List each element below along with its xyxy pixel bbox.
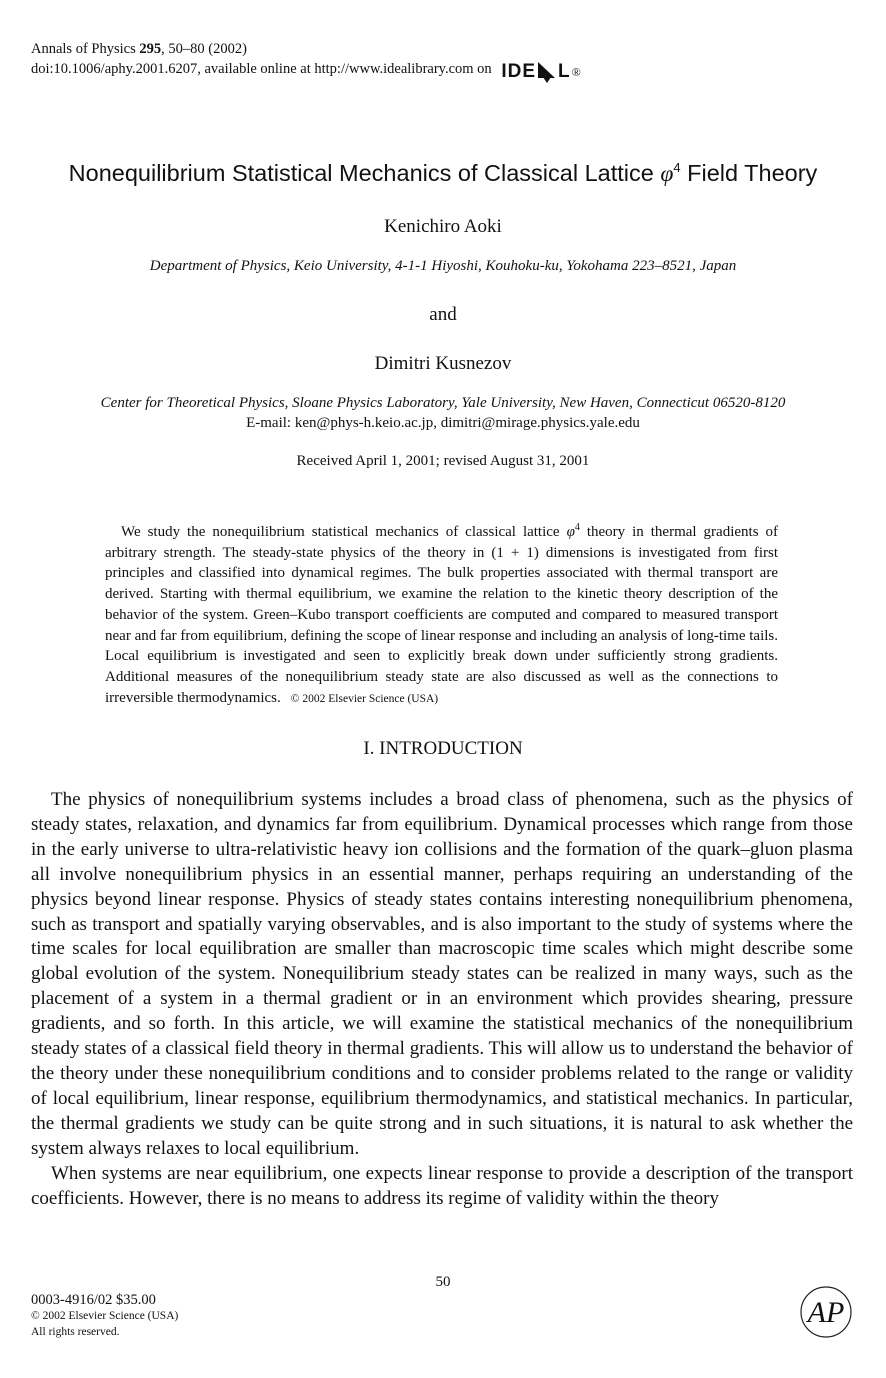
journal-header: [31, 39, 581, 84]
body-paragraph-2: When systems are near equilibrium, one expects linear response to provide a description of the transport coefficients. However, there is no means to address its regime of validity within the theory: [31, 1162, 853, 1209]
ideal-logo-icon: [537, 60, 557, 84]
and-separator: and: [429, 304, 457, 325]
footer-copyright: © 2002 Elsevier Science (USA): [31, 1310, 179, 1322]
citation-line: [31, 39, 581, 59]
received-date: Received April 1, 2001; revised August 31, 2001: [296, 453, 590, 469]
email-line: E-mail: ken@phys-h.keio.ac.jp, dimitri@mirage.physics.yale.edu: [246, 415, 640, 431]
section-heading: I. INTRODUCTION: [363, 738, 523, 759]
abstract-phi-symbol: φ: [566, 524, 575, 540]
logo-text-right: L: [558, 61, 571, 82]
logo-text-left: IDE: [501, 61, 536, 82]
publisher-logo: [799, 1285, 853, 1344]
page-number: 50: [435, 1274, 451, 1290]
body-paragraph-1: The physics of nonequilibrium systems includes a broad class of phenomena, such as the physics of steady states, relaxation, and dynamics far from equilibrium. Dynamical processes which range from those in the early universe to ultra-relativistic heavy ion collisions and the formation of the quark–gluon plasma all involve nonequilibrium physics in an essential manner, perhaps requiring an understanding of the physics beyond linear response. Physics of steady states contains interesting nonequilibrium phenomena, such as transport and spatially varying observables, and is also important to the study of systems where the time scales for local equilibration are smaller than macroscopic time scales which might describe some global evolution of the system. Nonequilibrium steady states can be realized in many ways, such as the placement of a system in a thermal gradient or in an environment which provides shearing, pressure gradients, and so forth. In this article, we will examine the statistical mechanics of the nonequilibrium steady states of a classical field theory in thermal gradients. This will allow us to understand the behavior of the theory under these nonequilibrium conditions and to consider problems related to the range or validity of local equilibrium, linear response, equilibrium thermodynamics, and statistical mechanics. In particular, the thermal gradients we study can be quite strong and in such situations, it is natural to ask whether the system always relaxes to local equilibrium.: [31, 789, 853, 1159]
abstract-superscript: 4: [574, 522, 580, 533]
title-superscript: 4: [673, 160, 681, 176]
pages-year: , 50–80 (2002): [161, 41, 247, 57]
abstract-paragraph: [105, 518, 778, 709]
footer-notice: [31, 1292, 178, 1340]
abstract: [105, 518, 778, 709]
affiliation-2: Center for Theoretical Physics, Sloane Physics Laboratory, Yale University, New Haven, Connecticut 06520-8120: [100, 395, 786, 411]
ideal-logo: [501, 60, 580, 84]
body-text: [31, 788, 853, 1211]
abstract-copyright: © 2002 Elsevier Science (USA): [290, 692, 439, 705]
affiliation-1: Department of Physics, Keio University, 4-1-1 Hiyoshi, Kouhoku-ku, Yokohama 223–8521, Japan: [149, 258, 737, 274]
author-1: Kenichiro Aoki: [384, 216, 502, 237]
author-2: Dimitri Kusnezov: [374, 353, 512, 374]
title-text-end: Field Theory: [680, 160, 818, 186]
ap-logo-icon: [799, 1285, 853, 1339]
paper-title: [0, 160, 886, 188]
publisher-mark-text: AP: [807, 1296, 845, 1329]
title-text-start: Nonequilibrium Statistical Mechanics of Classical Lattice: [68, 160, 661, 186]
abstract-text-start: We study the nonequilibrium statistical mechanics of classical lattice: [121, 524, 567, 540]
title-phi-symbol: φ: [660, 161, 674, 187]
volume-number: 295: [139, 41, 162, 57]
doi-line: [31, 59, 581, 84]
registered-mark: ®: [571, 65, 581, 79]
rights-reserved: All rights reserved.: [31, 1326, 120, 1338]
doi-text: doi:10.1006/aphy.2001.6207, available online at http://www.idealibrary.com on: [31, 61, 492, 77]
journal-name: Annals of Physics: [31, 41, 140, 57]
abstract-text-end: theory in thermal gradients of arbitrary strength. The steady-state physics of the theory in (1 + 1) dimensions is investigated from first principles and classified into dynamical regimes. The bulk properties associated with thermal transport are derived. Starting with thermal equilibrium, we examine the relation to the kinetic theory description of the behavior of the system. Green–Kubo transport coefficients are computed and compared to measured transport near and far from equilibrium, defining the scope of linear response and including an analysis of long-time tails. Local equilibrium is investigated and seen to explicitly break down under sufficiently strong gradients. Additional measures of the nonequilibrium steady state are also discussed as well as the connections to irreversible thermodynamics.: [105, 524, 778, 706]
price-line: 0003-4916/02 $35.00: [31, 1292, 156, 1308]
